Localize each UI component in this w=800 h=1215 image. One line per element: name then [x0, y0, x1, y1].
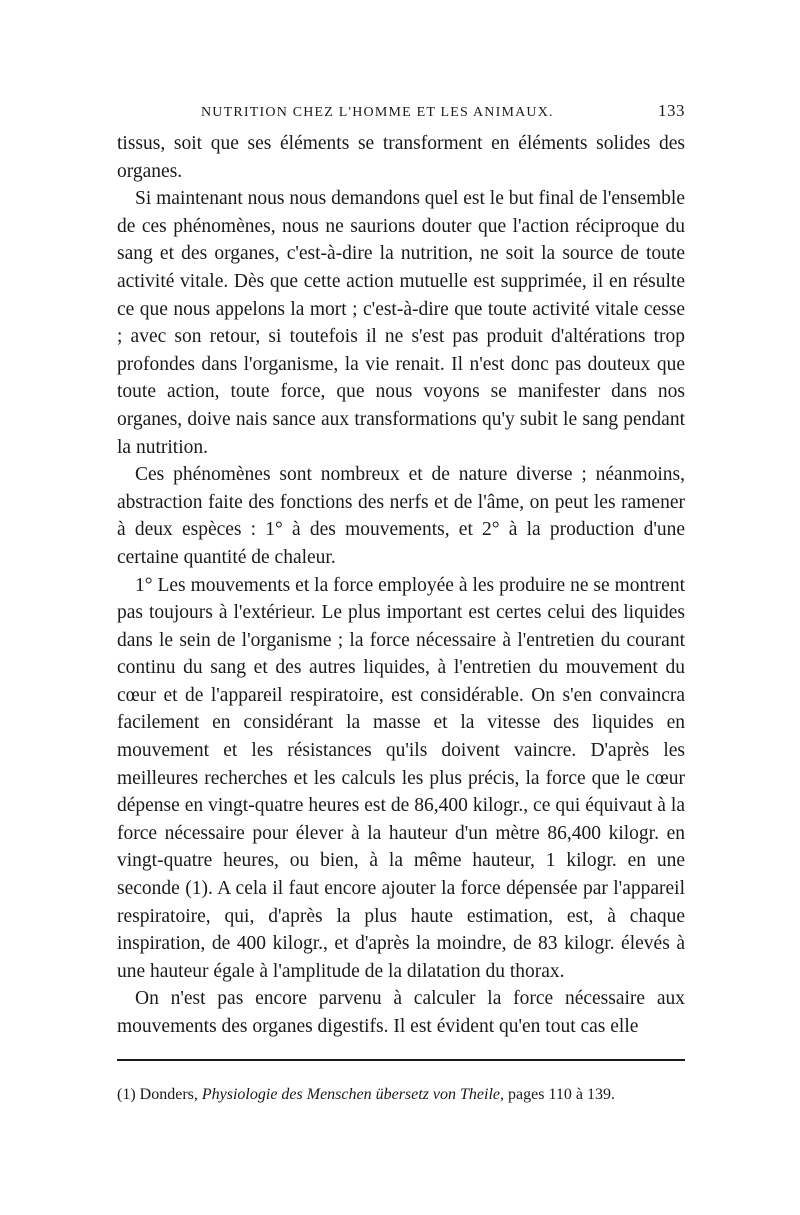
paragraph-final-purpose: Si maintenant nous nous demandons quel est le but final de l'ensemble de ces phénomènes, nous ne saurions douter que l'action réciproque du sang et des organes, c'est-à-dire la nutrition, ne soit la source de toute activité vitale. Dès que cette action mutuelle est supprimée, il en résulte ce que nous appelons la mort ; c'est-à-dire que toute activité vitale cesse ; avec son retour, si toutefois il ne s'est pas produit d'altérations trop profondes dans l'organisme, la vie renait. Il n'est donc pas douteux que toute action, toute force, que nous voyons se manifester dans nos organes, doive nais sance aux transformations qu'y subit le sang pendant la nutrition.	[117, 188, 685, 458]
footnote-marker: (1) Donders,	[117, 1085, 202, 1103]
page-number: 133	[658, 101, 685, 120]
paragraph-digestive: On n'est pas encore parvenu à calculer la force nécessaire aux mouvements des organes digestifs. Il est évident qu'en tout cas elle	[117, 988, 685, 1037]
running-head	[117, 96, 685, 126]
footnote-rule	[117, 1059, 685, 1061]
running-head-title: NUTRITION CHEZ L'HOMME ET LES ANIMAUX.	[201, 105, 554, 120]
book-page	[117, 96, 685, 1107]
footnote	[117, 1083, 685, 1107]
paragraph-continuation: tissus, soit que ses éléments se transforment en éléments solides des organes.	[117, 133, 685, 182]
footnote-book-title: Physiologie des Menschen übersetz von Theile	[201, 1085, 501, 1103]
paragraph-movements: 1° Les mouvements et la force employée à les produire ne se montrent pas toujours à l'extérieur. Le plus important est certes celui des liquides dans le sein de l'organisme ; la force nécessaire à l'entretien du courant continu du sang et des autres liquides, à l'entretien du mouvement du cœur et de l'appareil respiratoire, est considérable. On s'en convaincra facilement en considérant la masse et la vitesse des liquides en mouvement et les résistances qu'ils doivent vaincre. D'après les meilleures recherches et les calculs les plus précis, la force que le cœur dépense en vingt-quatre heures est de 86,400 kilogr., ce qui équivaut à la force nécessaire pour élever à la hauteur d'un mètre 86,400 kilogr. en vingt-quatre heures, ou bien, à la même hauteur, 1 kilogr. en une seconde (1). A cela il faut encore ajouter la force dépensée par l'appareil respiratoire, qui, d'après la plus haute estimation, est, à chaque inspiration, de 400 kilogr., et d'après la moindre, de 83 kilogr. élevés à une hauteur égale à l'amplitude de la dilatation du thorax.	[117, 574, 685, 982]
paragraph-phenomena: Ces phénomènes sont nombreux et de nature diverse ; néanmoins, abstraction faite des fonctions des nerfs et de l'âme, on peut les ramener à deux espèces : 1° à des mouvements, et 2° à la production d'une certaine quantité de chaleur.	[117, 464, 685, 568]
footnote-pages: , pages 110 à 139.	[500, 1085, 615, 1103]
body-text	[117, 130, 685, 1041]
